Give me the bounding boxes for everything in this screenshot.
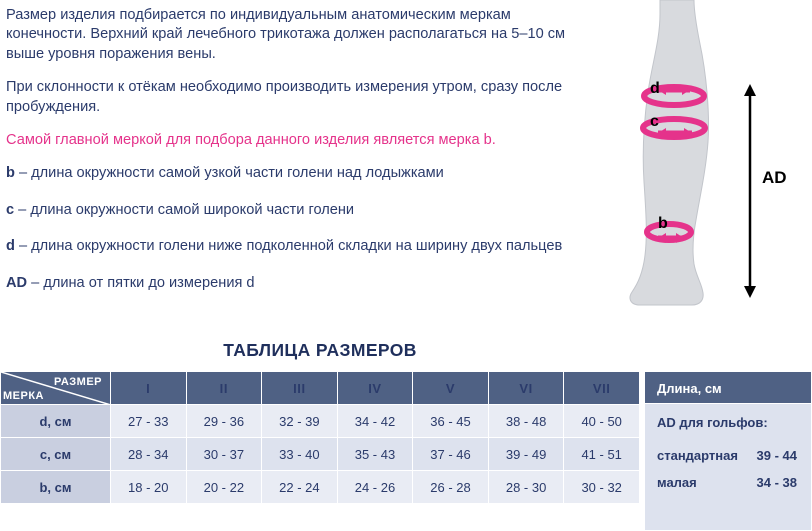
table-corner-cell: [1, 372, 111, 405]
cell-c-6: 39 - 49: [488, 438, 564, 471]
cell-d-3: 32 - 39: [262, 405, 338, 438]
definition-ad-key: AD: [6, 274, 28, 291]
length-row-standard-label: стандартная: [657, 448, 738, 463]
cell-c-2: 30 - 37: [186, 438, 262, 471]
definition-ad: [6, 274, 594, 293]
figure-label-d: d: [650, 80, 660, 97]
cell-d-2: 29 - 36: [186, 405, 262, 438]
length-row-standard-value: 39 - 44: [756, 448, 797, 463]
cell-d-7: 40 - 50: [564, 405, 640, 438]
column-header-3: III: [262, 372, 338, 405]
cell-c-7: 41 - 51: [564, 438, 640, 471]
table-row: [1, 471, 640, 504]
cell-d-1: 27 - 33: [111, 405, 187, 438]
definition-c-text: – длина окружности самой широкой части голени: [14, 201, 355, 218]
definition-b-key: b: [6, 165, 15, 182]
length-row-standard: [657, 448, 801, 463]
cell-b-3: 22 - 24: [262, 471, 338, 504]
length-row-small-value: 34 - 38: [756, 475, 797, 490]
cell-c-5: 37 - 46: [413, 438, 489, 471]
table-row: [1, 405, 640, 438]
length-row-small: [657, 475, 801, 490]
leg-silhouette: [630, 0, 709, 305]
table-row: [1, 438, 640, 471]
definition-ad-text: – длина от пятки до измерения d: [27, 274, 255, 291]
figure-label-ad: AD: [762, 168, 787, 187]
paragraph-sizing-rule: Размер изделия подбирается по индивидуальным анатомическим меркам конечности. Верхний край лечебного трикотажа должен располагаться на 5–10 см выше уровня поражения вены.: [6, 7, 566, 62]
table-header-row: [1, 372, 640, 405]
figure-label-c: c: [650, 113, 659, 130]
size-table: [0, 371, 640, 504]
row-header-d: d, см: [1, 405, 111, 438]
length-panel: [644, 371, 812, 531]
instructions-text: [6, 6, 594, 310]
column-header-2: II: [186, 372, 262, 405]
row-header-c: c, см: [1, 438, 111, 471]
length-panel-body: [644, 404, 812, 531]
cell-d-6: 38 - 48: [488, 405, 564, 438]
size-table-wrapper: [0, 371, 640, 504]
column-header-1: I: [111, 372, 187, 405]
length-panel-header: Длина, см: [644, 371, 812, 404]
row-header-b: b, см: [1, 471, 111, 504]
leg-illustration-svg: [596, 0, 812, 318]
definition-d-text: – длина окружности голени ниже подколенной складки на ширину двух пальцев: [14, 238, 563, 255]
cell-b-1: 18 - 20: [111, 471, 187, 504]
cell-c-4: 35 - 43: [337, 438, 413, 471]
cell-c-1: 28 - 34: [111, 438, 187, 471]
corner-label-size: РАЗМЕР: [53, 376, 102, 388]
cell-d-4: 34 - 42: [337, 405, 413, 438]
definition-c-key: c: [6, 201, 15, 218]
cell-b-4: 24 - 26: [337, 471, 413, 504]
corner-label-measure: МЕРКА: [3, 390, 44, 402]
definition-b-text: – длина окружности самой узкой части голени над лодыжками: [14, 165, 444, 182]
column-header-5: V: [413, 372, 489, 405]
leg-diagram: [596, 0, 812, 318]
cell-b-6: 28 - 30: [488, 471, 564, 504]
definition-d-key: d: [6, 238, 15, 255]
definition-c: [6, 201, 594, 220]
length-panel-title: AD для гольфов:: [657, 415, 768, 430]
paragraph-key-measure: Самой главной меркой для подбора данного изделия является мерка b.: [6, 132, 496, 149]
length-row-small-label: малая: [657, 475, 697, 490]
cell-b-7: 30 - 32: [564, 471, 640, 504]
cell-b-5: 26 - 28: [413, 471, 489, 504]
definition-d: [6, 237, 594, 256]
column-header-7: VII: [564, 372, 640, 405]
cell-d-5: 36 - 45: [413, 405, 489, 438]
definition-b: [6, 164, 594, 183]
paragraph-edema-note: При склонности к отёкам необходимо производить измерения утром, сразу после пробуждения.: [6, 79, 563, 115]
figure-label-b: b: [658, 215, 668, 232]
cell-b-2: 20 - 22: [186, 471, 262, 504]
column-header-4: IV: [337, 372, 413, 405]
cell-c-3: 33 - 40: [262, 438, 338, 471]
column-header-6: VI: [488, 372, 564, 405]
size-table-title: ТАБЛИЦА РАЗМЕРОВ: [223, 340, 417, 360]
